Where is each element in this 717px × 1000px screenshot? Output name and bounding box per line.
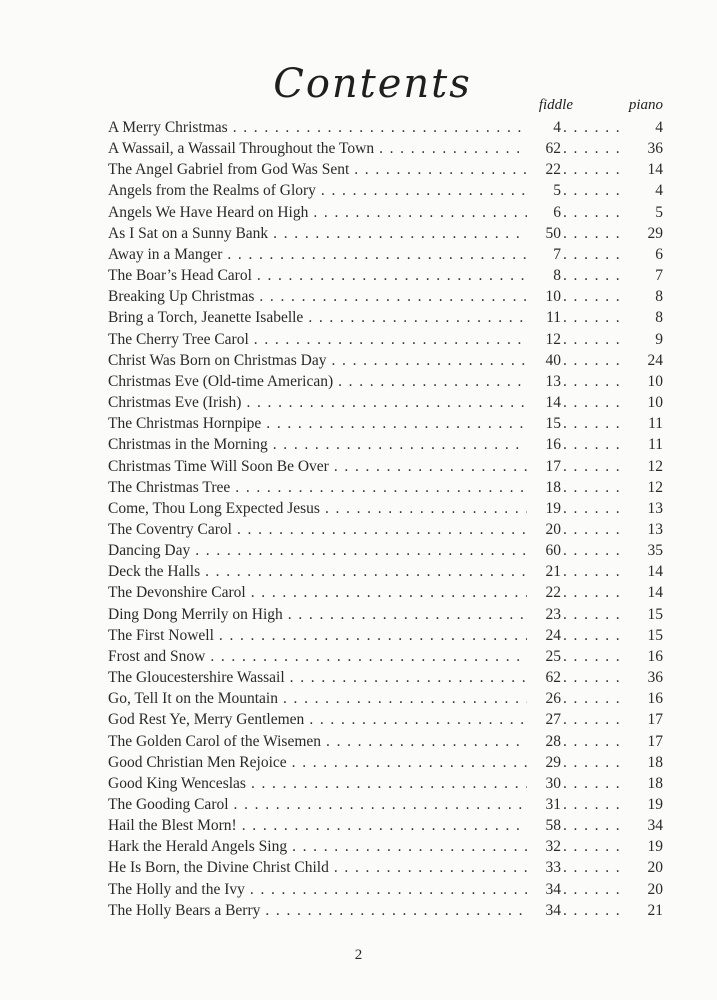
toc-entry: [108, 731, 663, 752]
song-title: Go, Tell It on the Mountain: [108, 690, 278, 708]
fiddle-page-number: 5: [553, 182, 561, 200]
fiddle-page-number: 18: [545, 478, 561, 496]
dot-leader: [563, 413, 625, 434]
dot-leader: [563, 350, 625, 371]
fiddle-page-number: 34: [545, 880, 561, 898]
fiddle-page-number: 7: [553, 245, 561, 263]
dot-leader: [321, 180, 527, 201]
piano-page-number: 16: [647, 690, 663, 708]
piano-page-number: 17: [647, 732, 663, 750]
fiddle-column-header: fiddle: [538, 97, 573, 113]
dot-leader: [563, 519, 625, 540]
toc-entry: [108, 456, 663, 477]
song-title: The Gooding Carol: [108, 796, 229, 813]
fiddle-page-number: 32: [545, 838, 561, 856]
dot-leader: [288, 604, 527, 625]
dot-leader: [242, 815, 527, 836]
song-title: Good Christian Men Rejoice: [108, 753, 287, 771]
piano-page-number: 24: [647, 351, 663, 369]
fiddle-page-number: 50: [545, 224, 561, 242]
toc-entry: [108, 434, 663, 455]
dot-leader: [563, 202, 625, 223]
dot-leader: [233, 117, 527, 138]
toc-entry: [108, 709, 663, 730]
song-title: Deck the Halls: [108, 563, 201, 581]
toc-entry: [108, 265, 663, 286]
toc-entry: [108, 794, 663, 815]
song-title: Christ Was Born on Christmas Day: [108, 351, 327, 369]
song-title: As I Sat on a Sunny Bank: [108, 224, 269, 242]
fiddle-page-number: 29: [545, 753, 561, 771]
dot-leader: [292, 836, 527, 857]
fiddle-page-number: 14: [545, 394, 561, 412]
fiddle-page-number: 60: [545, 542, 561, 560]
piano-page-number: 14: [647, 563, 663, 581]
piano-page-number: 20: [647, 880, 663, 898]
dot-leader: [563, 223, 625, 244]
dot-leader: [563, 836, 625, 857]
fiddle-page-number: 16: [545, 436, 561, 454]
toc-entry: [108, 540, 663, 561]
dot-leader: [283, 688, 527, 709]
song-title: The Cherry Tree Carol: [108, 330, 249, 348]
dot-leader: [234, 794, 527, 815]
song-title: Christmas in the Morning: [108, 436, 268, 454]
dot-leader: [563, 286, 625, 307]
piano-page-number: 7: [655, 267, 663, 285]
toc-entry: [108, 498, 663, 519]
song-title: A Merry Christmas: [108, 119, 228, 136]
piano-page-number: 21: [647, 901, 663, 919]
fiddle-page-number: 62: [545, 669, 561, 687]
dot-leader: [250, 879, 527, 900]
song-title: A Wassail, a Wassail Throughout the Town: [108, 140, 375, 158]
dot-leader: [563, 329, 625, 350]
piano-page-number: 12: [647, 478, 663, 496]
dot-leader: [210, 646, 527, 667]
piano-page-number: 15: [647, 626, 663, 644]
dot-leader: [246, 392, 527, 413]
dot-leader: [563, 688, 625, 709]
piano-page-number: 20: [647, 859, 663, 877]
dot-leader: [254, 329, 527, 350]
toc-entry: [108, 900, 663, 921]
piano-page-number: 11: [648, 415, 663, 433]
toc-entry: [108, 392, 663, 413]
page-title: Contents: [273, 60, 472, 107]
song-title: Good King Wenceslas: [108, 774, 246, 792]
toc-entry: [108, 138, 663, 159]
dot-leader: [309, 709, 527, 730]
piano-page-number: 36: [647, 669, 663, 687]
dot-leader: [219, 625, 527, 646]
fiddle-page-number: 25: [545, 647, 561, 665]
song-title: The Christmas Tree: [108, 478, 231, 496]
song-title: Christmas Eve (Irish): [108, 394, 242, 412]
toc-entry: [108, 413, 663, 434]
dot-leader: [563, 138, 625, 159]
dot-leader: [273, 434, 527, 455]
toc-entry: [108, 857, 663, 878]
piano-page-number: 12: [647, 457, 663, 475]
fiddle-page-number: 31: [545, 796, 561, 813]
dot-leader: [334, 857, 527, 878]
toc-entry: [108, 286, 663, 307]
piano-page-number: 15: [647, 605, 663, 623]
toc-entry: [108, 688, 663, 709]
dot-leader: [251, 582, 527, 603]
fiddle-page-number: 28: [545, 732, 561, 750]
song-title: The Gloucestershire Wassail: [108, 669, 285, 687]
song-title: Hark the Herald Angels Sing: [108, 838, 288, 856]
page-number: 2: [354, 947, 363, 963]
dot-leader: [313, 202, 527, 223]
song-title: Angels We Have Heard on High: [108, 203, 309, 221]
song-title: The Devonshire Carol: [108, 584, 246, 602]
piano-page-number: 9: [655, 330, 663, 348]
song-title: God Rest Ye, Merry Gentlemen: [108, 711, 305, 729]
dot-leader: [334, 456, 527, 477]
toc-entry: [108, 307, 663, 328]
piano-page-number: 14: [647, 161, 663, 179]
piano-page-number: 5: [655, 203, 663, 221]
dot-leader: [292, 752, 527, 773]
toc-entry: [108, 646, 663, 667]
song-title: Frost and Snow: [108, 647, 206, 665]
piano-page-number: 8: [655, 309, 663, 327]
song-title: The Holly Bears a Berry: [108, 901, 261, 919]
toc-entry: [108, 329, 663, 350]
song-title: Christmas Time Will Soon Be Over: [108, 457, 329, 475]
toc-content: [108, 96, 663, 921]
fiddle-page-number: 21: [545, 563, 561, 581]
song-title: Come, Thou Long Expected Jesus: [108, 499, 320, 517]
toc-entry: [108, 836, 663, 857]
song-title: Christmas Eve (Old-time American): [108, 372, 334, 390]
toc-list: [108, 117, 663, 921]
piano-page-number: 18: [647, 753, 663, 771]
dot-leader: [563, 752, 625, 773]
song-title: The Angel Gabriel from God Was Sent: [108, 161, 350, 179]
piano-page-number: 11: [648, 436, 663, 454]
dot-leader: [326, 731, 527, 752]
dot-leader: [563, 117, 625, 138]
dot-leader: [563, 857, 625, 878]
toc-entry: [108, 604, 663, 625]
toc-entry: [108, 477, 663, 498]
piano-page-number: 35: [647, 542, 663, 560]
dot-leader: [325, 498, 527, 519]
dot-leader: [379, 138, 527, 159]
dot-leader: [563, 773, 625, 794]
dot-leader: [563, 900, 625, 921]
dot-leader: [273, 223, 527, 244]
fiddle-page-number: 8: [553, 267, 561, 285]
dot-leader: [331, 350, 527, 371]
dot-leader: [563, 646, 625, 667]
fiddle-page-number: 23: [545, 605, 561, 623]
dot-leader: [265, 900, 527, 921]
song-title: The Coventry Carol: [108, 520, 232, 538]
toc-entry: [108, 371, 663, 392]
song-title: Breaking Up Christmas: [108, 288, 255, 306]
dot-leader: [563, 434, 625, 455]
fiddle-page-number: 24: [545, 626, 561, 644]
song-title: Bring a Torch, Jeanette Isabelle: [108, 309, 304, 327]
piano-page-number: 29: [647, 224, 663, 242]
song-title: He Is Born, the Divine Christ Child: [108, 859, 329, 877]
column-headers: [108, 96, 663, 114]
fiddle-page-number: 6: [553, 203, 561, 221]
piano-page-number: 6: [655, 245, 663, 263]
fiddle-page-number: 12: [545, 330, 561, 348]
song-title: The Christmas Hornpipe: [108, 415, 262, 433]
fiddle-page-number: 15: [545, 415, 561, 433]
fiddle-page-number: 62: [545, 140, 561, 158]
dot-leader: [563, 667, 625, 688]
song-title: Away in a Manger: [108, 245, 223, 263]
dot-leader: [338, 371, 527, 392]
dot-leader: [195, 540, 527, 561]
dot-leader: [237, 519, 527, 540]
toc-entry: [108, 625, 663, 646]
piano-page-number: 19: [647, 838, 663, 856]
fiddle-page-number: 26: [545, 690, 561, 708]
dot-leader: [257, 265, 527, 286]
fiddle-page-number: 20: [545, 520, 561, 538]
piano-page-number: 10: [647, 372, 663, 390]
piano-page-number: 19: [647, 796, 663, 813]
dot-leader: [308, 307, 527, 328]
dot-leader: [259, 286, 527, 307]
song-title: The Golden Carol of the Wisemen: [108, 732, 322, 750]
toc-entry: [108, 159, 663, 180]
dot-leader: [290, 667, 527, 688]
song-title: Angels from the Realms of Glory: [108, 182, 316, 200]
dot-leader: [251, 773, 527, 794]
piano-page-number: 14: [647, 584, 663, 602]
piano-page-number: 34: [647, 817, 663, 835]
dot-leader: [563, 815, 625, 836]
fiddle-page-number: 13: [545, 372, 561, 390]
piano-page-number: 13: [647, 499, 663, 517]
dot-leader: [563, 180, 625, 201]
piano-page-number: 10: [647, 394, 663, 412]
fiddle-page-number: 10: [545, 288, 561, 306]
fiddle-page-number: 30: [545, 774, 561, 792]
dot-leader: [563, 604, 625, 625]
fiddle-page-number: 11: [546, 309, 561, 327]
toc-entry: [108, 879, 663, 900]
toc-entry: [108, 752, 663, 773]
piano-page-number: 8: [655, 288, 663, 306]
dot-leader: [563, 561, 625, 582]
dot-leader: [563, 456, 625, 477]
dot-leader: [563, 709, 625, 730]
toc-entry: [108, 350, 663, 371]
piano-page-number: 18: [647, 774, 663, 792]
dot-leader: [563, 731, 625, 752]
toc-entry: [108, 223, 663, 244]
dot-leader: [563, 307, 625, 328]
toc-entry: [108, 582, 663, 603]
toc-entry: [108, 202, 663, 223]
fiddle-page-number: 34: [545, 901, 561, 919]
dot-leader: [563, 794, 625, 815]
fiddle-page-number: 22: [545, 584, 561, 602]
fiddle-page-number: 17: [545, 457, 561, 475]
dot-leader: [563, 371, 625, 392]
toc-entry: [108, 667, 663, 688]
toc-entry: [108, 773, 663, 794]
fiddle-page-number: 33: [545, 859, 561, 877]
dot-leader: [563, 159, 625, 180]
piano-page-number: 4: [655, 119, 663, 136]
dot-leader: [563, 582, 625, 603]
dot-leader: [227, 244, 527, 265]
piano-page-number: 16: [647, 647, 663, 665]
song-title: Ding Dong Merrily on High: [108, 605, 283, 623]
song-title: Hail the Blest Morn!: [108, 817, 237, 835]
song-title: The Holly and the Ivy: [108, 880, 245, 898]
toc-entry: [108, 117, 663, 138]
piano-page-number: 17: [647, 711, 663, 729]
piano-column-header: piano: [628, 97, 663, 113]
piano-page-number: 4: [655, 182, 663, 200]
dot-leader: [563, 477, 625, 498]
toc-entry: [108, 519, 663, 540]
dot-leader: [354, 159, 527, 180]
fiddle-page-number: 4: [553, 119, 561, 136]
song-title: The First Nowell: [108, 626, 214, 644]
piano-page-number: 13: [647, 520, 663, 538]
dot-leader: [563, 879, 625, 900]
toc-entry: [108, 244, 663, 265]
dot-leader: [205, 561, 527, 582]
fiddle-page-number: 19: [545, 499, 561, 517]
fiddle-page-number: 22: [545, 161, 561, 179]
dot-leader: [563, 625, 625, 646]
toc-entry: [108, 561, 663, 582]
fiddle-page-number: 58: [545, 817, 561, 835]
toc-entry: [108, 180, 663, 201]
song-title: The Boar’s Head Carol: [108, 267, 252, 285]
toc-entry: [108, 815, 663, 836]
dot-leader: [563, 265, 625, 286]
fiddle-page-number: 40: [545, 351, 561, 369]
dot-leader: [563, 540, 625, 561]
fiddle-page-number: 27: [545, 711, 561, 729]
dot-leader: [563, 244, 625, 265]
piano-page-number: 36: [647, 140, 663, 158]
dot-leader: [266, 413, 527, 434]
dot-leader: [563, 392, 625, 413]
dot-leader: [563, 498, 625, 519]
dot-leader: [235, 477, 527, 498]
song-title: Dancing Day: [108, 542, 191, 560]
